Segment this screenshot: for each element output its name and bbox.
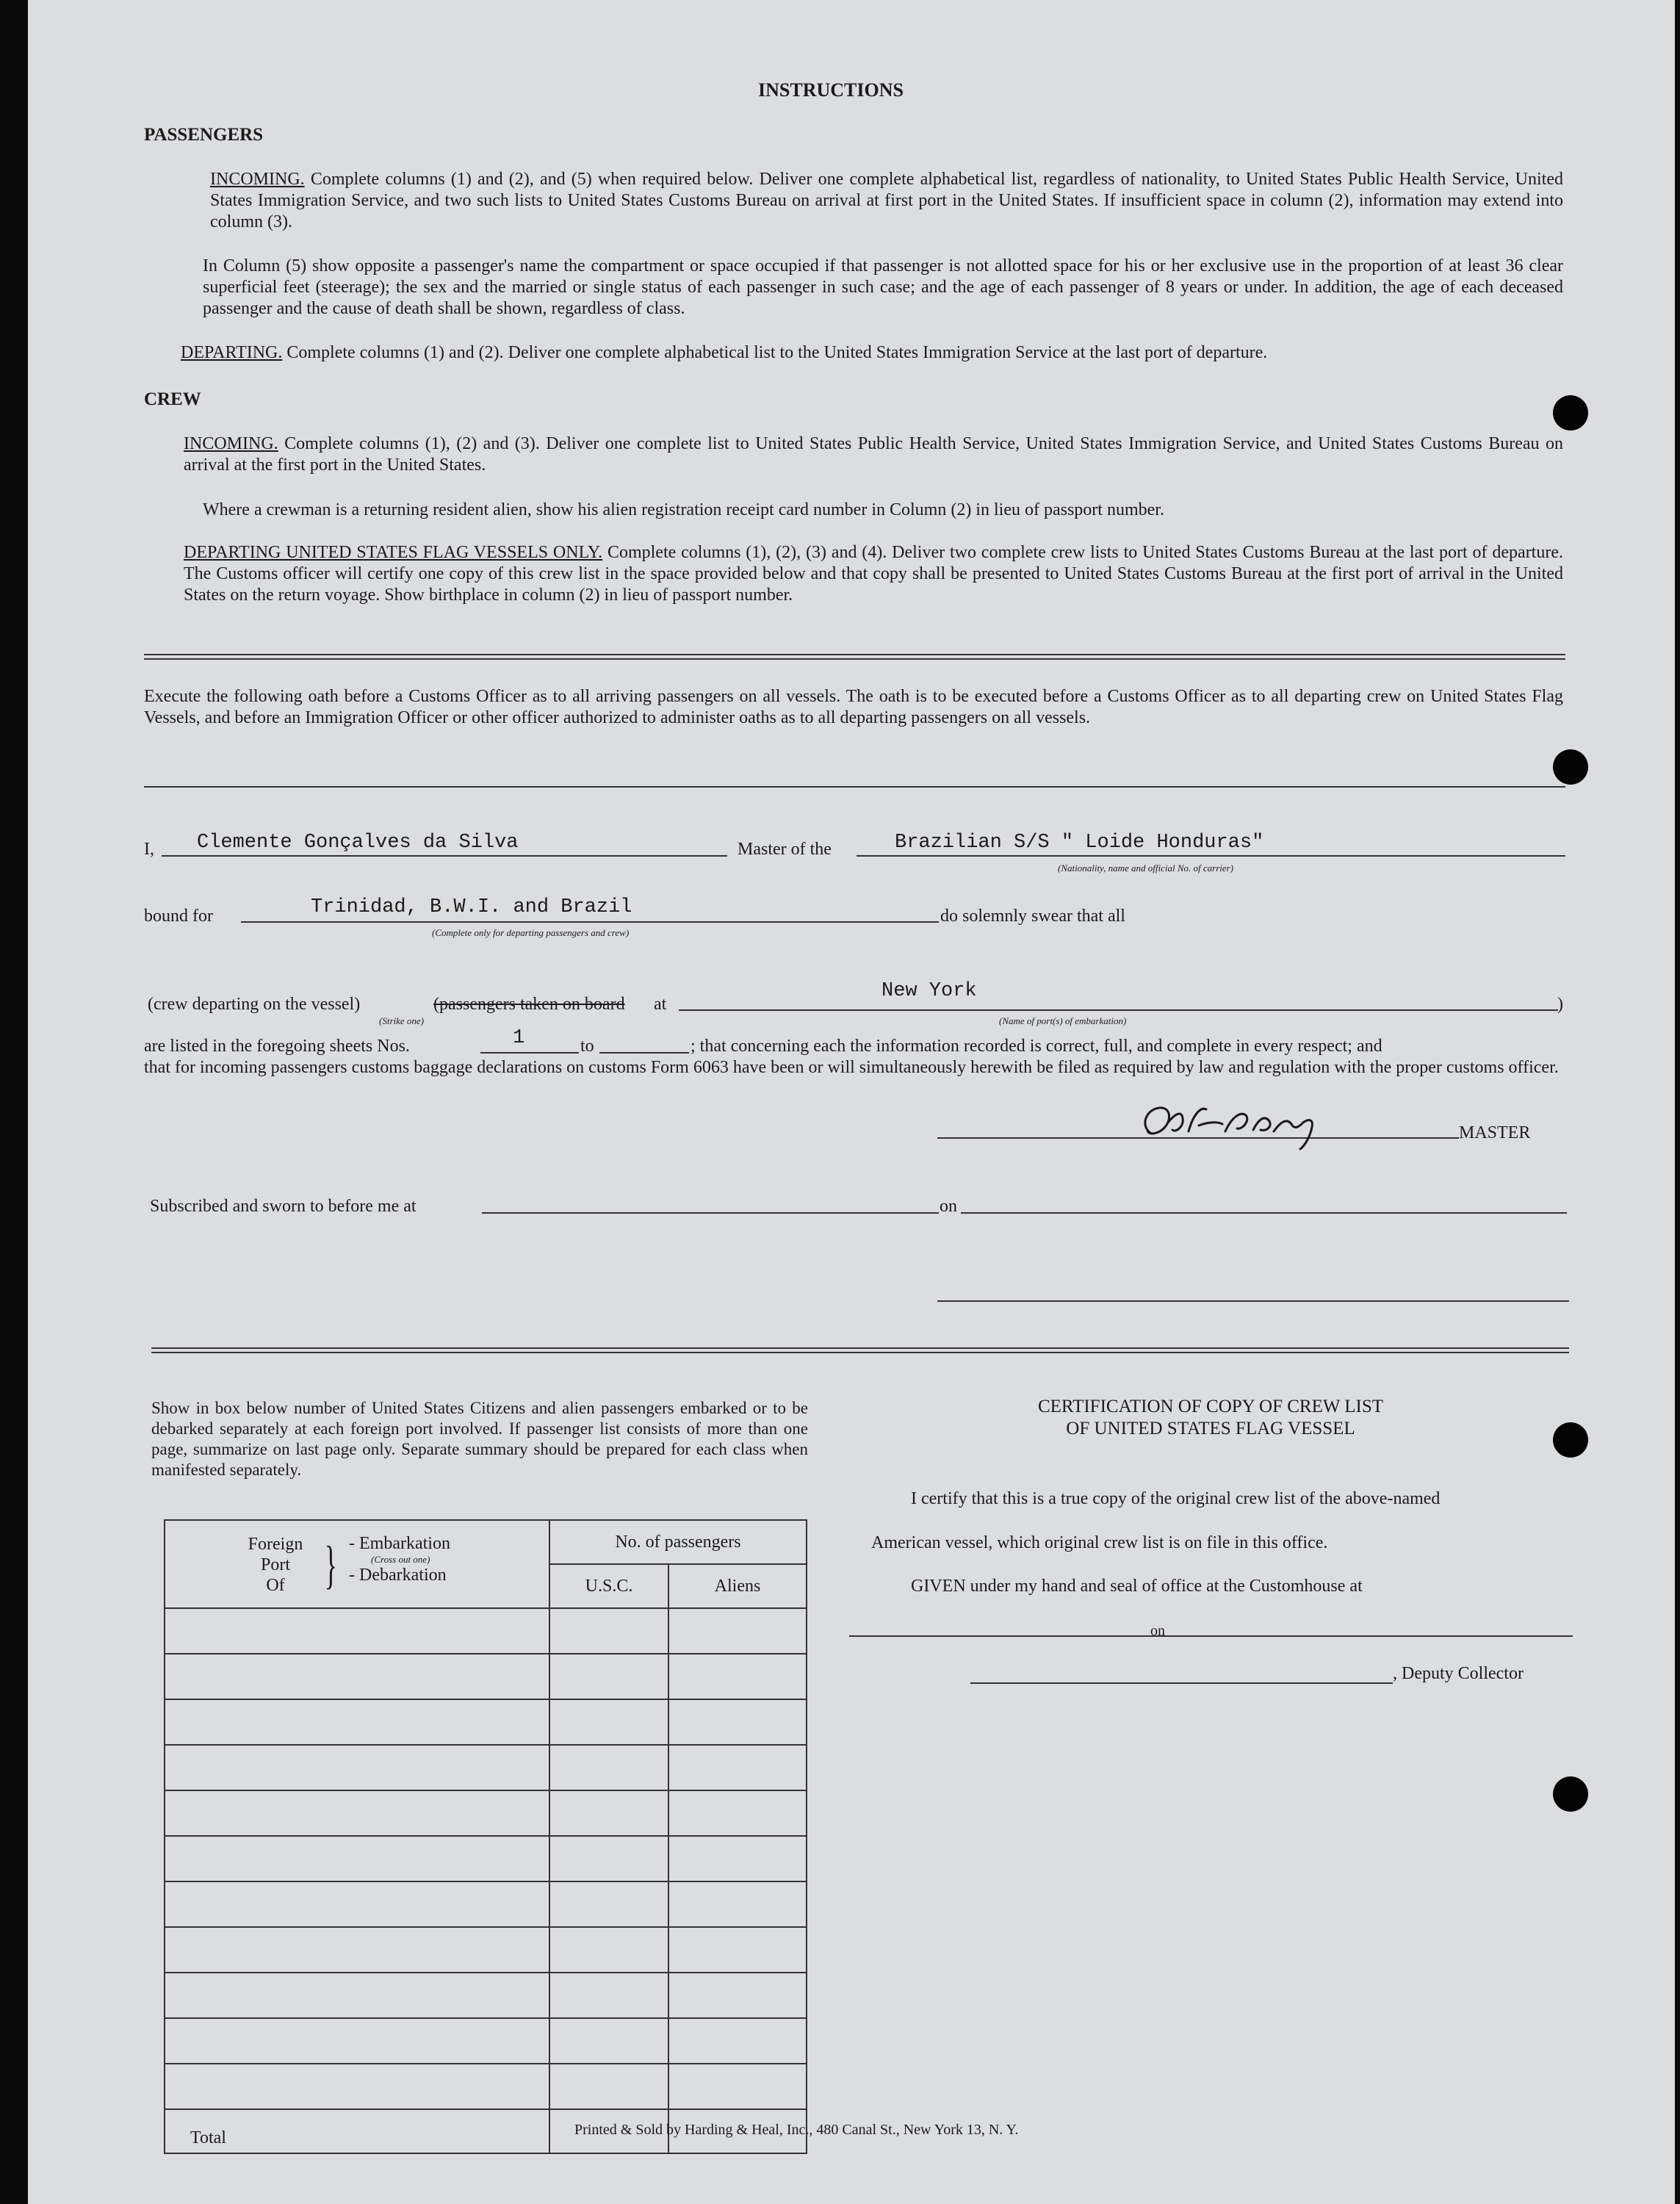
aliens-cell[interactable] bbox=[668, 1745, 807, 1790]
subscribed-label: Subscribed and sworn to before me at bbox=[150, 1197, 417, 1216]
passengers-incoming-paragraph bbox=[210, 169, 1563, 233]
passengers-count-header: No. of passengers bbox=[549, 1520, 807, 1564]
crew-departing-label: DEPARTING UNITED STATES FLAG VESSELS ONLY. bbox=[184, 543, 603, 562]
crew-incoming-label: INCOMING. bbox=[184, 434, 278, 453]
usc-cell[interactable] bbox=[549, 1927, 668, 1973]
passengers-struck-text: (passengers taken on board bbox=[433, 995, 625, 1014]
deputy-signature-line bbox=[970, 1682, 1393, 1684]
port-cell[interactable] bbox=[165, 2064, 549, 2109]
aliens-cell[interactable] bbox=[668, 1836, 807, 1881]
subscribed-date-line bbox=[961, 1212, 1567, 1214]
of-label: Of bbox=[266, 1576, 285, 1595]
master-signature bbox=[1130, 1093, 1424, 1152]
aliens-cell[interactable] bbox=[668, 1699, 807, 1745]
usc-header: U.S.C. bbox=[549, 1564, 668, 1608]
passengers-departing-paragraph bbox=[181, 342, 1563, 364]
oath-divider bbox=[144, 786, 1565, 788]
summary-instructions: Show in box below number of United States Citizens and alien passengers embarked or to be debarked separately at each foreign port involved. If passenger list consists of more than one page, summarize on last page only. Separate summary should be prepared for each class when manifested separately. bbox=[151, 1399, 808, 1479]
port-cell[interactable] bbox=[165, 2018, 549, 2064]
crew-heading: CREW bbox=[144, 389, 201, 409]
embarkation-option[interactable]: - Embarkation bbox=[349, 1534, 450, 1553]
vessel-field[interactable]: Brazilian S/S " Loide Honduras" bbox=[895, 832, 1264, 854]
usc-cell[interactable] bbox=[549, 1790, 668, 1836]
close-paren: ) bbox=[1557, 995, 1563, 1014]
section-divider bbox=[144, 654, 1565, 660]
destination-caption: (Complete only for departing passengers and crew) bbox=[432, 927, 630, 938]
to-label: to bbox=[580, 1037, 594, 1056]
master-name-line bbox=[162, 855, 727, 857]
foreign-port-header bbox=[165, 1520, 549, 1608]
foreign-label: Foreign bbox=[248, 1535, 303, 1554]
deputy-label: , Deputy Collector bbox=[1393, 1664, 1524, 1683]
crew-resident-paragraph: Where a crewman is a returning resident alien, show his alien registration receipt card number in Column (2) in lieu of passport number. bbox=[203, 500, 1164, 519]
passengers-departing-text: Complete columns (1) and (2). Deliver one complete alphabetical list to the United States Immigration Service at the last port of departure. bbox=[286, 343, 1268, 362]
subscribed-place-line bbox=[482, 1212, 939, 1214]
port-field[interactable]: New York bbox=[882, 980, 977, 1002]
subscribed-on-label: on bbox=[940, 1197, 957, 1216]
vessel-line bbox=[857, 855, 1565, 857]
page-title: INSTRUCTIONS bbox=[758, 79, 904, 101]
port-cell[interactable] bbox=[165, 1881, 549, 1927]
sheet-from-line bbox=[480, 1052, 579, 1054]
sheets-text-1: ; that concerning each the information recorded is correct, full, and complete in every respect; and bbox=[691, 1037, 1382, 1056]
port-cell[interactable] bbox=[165, 1654, 549, 1699]
i-label: I, bbox=[144, 840, 154, 859]
officer-signature-line bbox=[937, 1300, 1569, 1302]
total-label: Total bbox=[165, 2109, 549, 2153]
certification-line-2: American vessel, which original crew list is on file in this office. bbox=[871, 1533, 1328, 1552]
passengers-incoming-label: INCOMING. bbox=[210, 170, 305, 189]
punch-hole bbox=[1553, 1776, 1588, 1812]
aliens-cell[interactable] bbox=[668, 1790, 807, 1836]
aliens-cell[interactable] bbox=[668, 1654, 807, 1699]
printer-footer: Printed & Sold by Harding & Heal, Inc., 480 Canal St., New York 13, N. Y. bbox=[574, 2122, 1019, 2138]
passengers-heading: PASSENGERS bbox=[144, 125, 264, 145]
master-of-label: Master of the bbox=[738, 840, 832, 859]
port-line bbox=[679, 1009, 1558, 1011]
passengers-incoming-text: Complete columns (1) and (2), and (5) when required below. Deliver one complete alphabetical list, regardless of nationality, to United States Public Health Service, United States Immigration Service, and two such lists to United States Customs Bureau on arrival at first port in the United States. If insufficient space in column (2), information may extend into column (3). bbox=[210, 170, 1563, 231]
certification-line-3: GIVEN under my hand and seal of office at the Customhouse at bbox=[911, 1577, 1363, 1596]
brace-icon: } bbox=[324, 1535, 337, 1594]
port-cell[interactable] bbox=[165, 1745, 549, 1790]
swear-text: do solemnly swear that all bbox=[940, 907, 1125, 926]
certification-line-1: I certify that this is a true copy of the original crew list of the above-named bbox=[911, 1489, 1441, 1508]
passengers-column5-paragraph: In Column (5) show opposite a passenger's name the compartment or space occupied if that passenger is not allotted space for his or her exclusive use in the proportion of at least 36 clear superficial feet (steerage); the sex and the married or single status of each passenger in such case; and the age of each passenger of 8 years or under. In addition, the age of each deceased passenger and the cause of death shall be shown, regardless of class. bbox=[203, 256, 1563, 318]
certification-title bbox=[953, 1396, 1468, 1440]
passengers-departing-label: DEPARTING. bbox=[181, 343, 283, 362]
punch-hole bbox=[1553, 395, 1588, 431]
certification-date-line bbox=[1172, 1635, 1573, 1637]
aliens-cell[interactable] bbox=[668, 1608, 807, 1654]
aliens-cell[interactable] bbox=[668, 1927, 807, 1973]
certification-on-label: on bbox=[1150, 1623, 1165, 1639]
aliens-cell[interactable] bbox=[668, 2018, 807, 2064]
sheets-label: are listed in the foregoing sheets Nos. bbox=[144, 1037, 410, 1056]
certification-title-2: OF UNITED STATES FLAG VESSEL bbox=[1066, 1419, 1355, 1438]
passenger-summary-table bbox=[164, 1519, 807, 2154]
usc-cell[interactable] bbox=[549, 2064, 668, 2109]
destination-field[interactable]: Trinidad, B.W.I. and Brazil bbox=[311, 896, 632, 918]
port-cell[interactable] bbox=[165, 1973, 549, 2018]
sheet-from-field[interactable]: 1 bbox=[513, 1027, 525, 1049]
usc-cell[interactable] bbox=[549, 1745, 668, 1790]
crew-incoming-paragraph bbox=[184, 433, 1563, 476]
sheet-to-line bbox=[599, 1052, 689, 1054]
debarkation-option[interactable]: - Debarkation bbox=[349, 1566, 447, 1585]
oath-intro: Execute the following oath before a Customs Officer as to all arriving passengers on all vessels. The oath is to be executed before a Customs Officer as to all departing crew on United States Flag Vessels, and before an Immigration Officer or other officer authorized to administer oaths as to all departing passengers on all vessels. bbox=[144, 687, 1563, 727]
bound-for-label: bound for bbox=[144, 907, 213, 926]
aliens-cell[interactable] bbox=[668, 2064, 807, 2109]
lower-divider bbox=[151, 1347, 1569, 1353]
aliens-cell[interactable] bbox=[668, 1881, 807, 1927]
master-name-field[interactable]: Clemente Gonçalves da Silva bbox=[197, 832, 519, 854]
certification-title-1: CERTIFICATION OF COPY OF CREW LIST bbox=[1037, 1397, 1384, 1416]
master-label: MASTER bbox=[1459, 1123, 1531, 1142]
form-page bbox=[28, 0, 1675, 2204]
usc-cell[interactable] bbox=[549, 1654, 668, 1699]
usc-cell[interactable] bbox=[549, 2018, 668, 2064]
port-cell[interactable] bbox=[165, 1927, 549, 1973]
usc-cell[interactable] bbox=[549, 1608, 668, 1654]
aliens-cell[interactable] bbox=[668, 1973, 807, 2018]
crew-departing-label: (crew departing on the vessel) bbox=[148, 995, 361, 1014]
usc-cell[interactable] bbox=[549, 1699, 668, 1745]
port-label: Port bbox=[260, 1555, 290, 1574]
punch-hole bbox=[1553, 1422, 1588, 1458]
cross-out-caption: (Cross out one) bbox=[371, 1554, 430, 1565]
punch-hole bbox=[1553, 749, 1588, 785]
usc-cell[interactable] bbox=[549, 1973, 668, 2018]
at-label: at bbox=[654, 995, 667, 1014]
port-cell[interactable] bbox=[165, 1836, 549, 1881]
crew-departing-paragraph bbox=[184, 542, 1563, 606]
destination-line bbox=[241, 921, 939, 923]
strike-caption: (Strike one) bbox=[379, 1015, 425, 1026]
usc-cell[interactable] bbox=[549, 1836, 668, 1881]
crew-incoming-text: Complete columns (1), (2) and (3). Deliver one complete list to United States Public Health Service, United States Immigration Service, and United States Customs Bureau on arrival at the first port in the United States. bbox=[184, 434, 1564, 475]
customhouse-line bbox=[849, 1635, 1176, 1637]
port-caption: (Name of port(s) of embarkation) bbox=[999, 1015, 1127, 1026]
crew-departing-text: Complete columns (1), (2), (3) and (4). Deliver two complete crew lists to United States Customs Bureau at the last port of departure. The Customs officer will certify one copy of this crew list in the space provided below and that copy shall be presented to United States Customs Bureau at the first port of arrival in the United States on the return voyage. Show birthplace in column (2) in lieu of passport number. bbox=[184, 543, 1563, 605]
vessel-caption: (Nationality, name and official No. of carrier) bbox=[1058, 862, 1234, 874]
usc-cell[interactable] bbox=[549, 1881, 668, 1927]
port-cell[interactable] bbox=[165, 1699, 549, 1745]
port-cell[interactable] bbox=[165, 1608, 549, 1654]
aliens-header: Aliens bbox=[668, 1564, 807, 1608]
port-cell[interactable] bbox=[165, 1790, 549, 1836]
sheets-text-2: that for incoming passengers customs baggage declarations on customs Form 6063 have been or will simultaneously herewith be filed as required by law and regulation with the proper customs officer. bbox=[144, 1058, 1559, 1077]
